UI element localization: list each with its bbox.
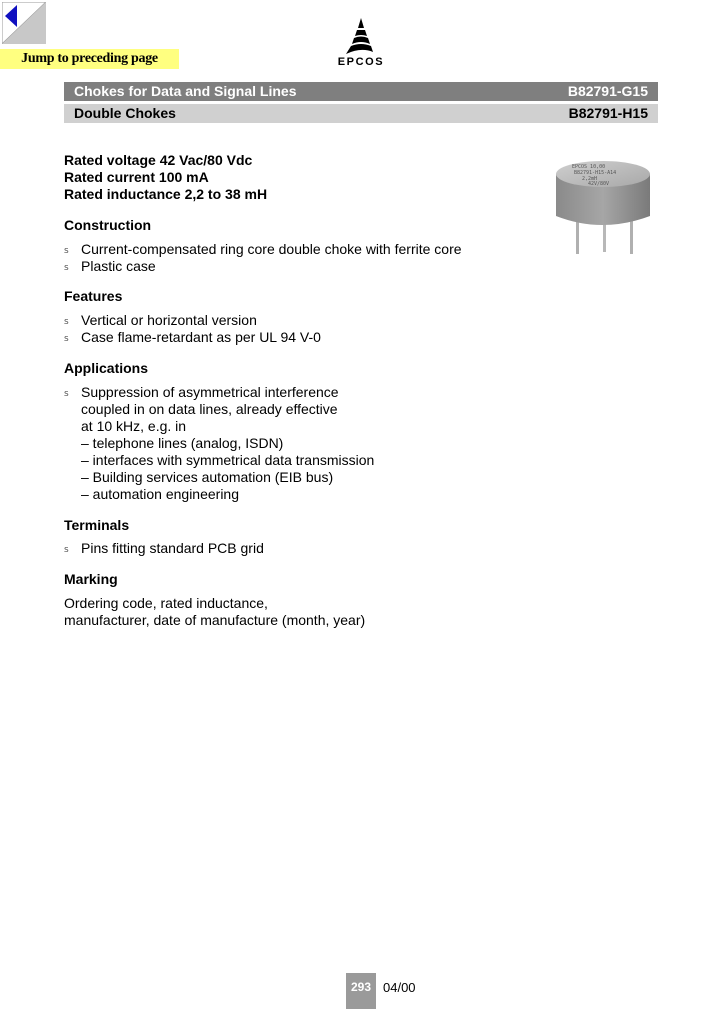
epcos-logo-text: EPCOS: [337, 56, 385, 68]
header-title-primary: Chokes for Data and Signal Lines: [74, 83, 297, 99]
product-label-line: 2,2mH: [582, 176, 598, 182]
header-code-primary: B82791-G15: [567, 83, 648, 99]
product-label-line: EPCOS 10,00: [572, 164, 606, 170]
applications-heading: Applications: [64, 360, 149, 376]
marking-text-line: manufacturer, date of manufacture (month, year): [64, 612, 366, 628]
marking-heading: Marking: [64, 571, 118, 587]
marking-text-line: Ordering code, rated inductance,: [64, 595, 268, 611]
bullet-icon: s: [64, 263, 69, 273]
jump-to-preceding-page-link[interactable]: Jump to preceding page: [0, 49, 179, 69]
page-number: 293: [346, 973, 376, 1009]
construction-heading: Construction: [64, 217, 152, 233]
bullet-icon: s: [64, 545, 69, 555]
terminals-heading: Terminals: [64, 517, 130, 533]
header-bar-secondary: [64, 104, 658, 123]
choke-product-image: [552, 154, 654, 258]
header-bar-primary: [64, 82, 658, 101]
bullet-icon: s: [64, 334, 69, 344]
product-label-line: B82791-H15-A14: [574, 170, 617, 176]
rated-inductance: Rated inductance 2,2 to 38 mH: [64, 186, 268, 202]
rated-voltage: Rated voltage 42 Vac/80 Vdc: [64, 152, 253, 168]
features-heading: Features: [64, 288, 123, 304]
rated-current: Rated current 100 mA: [64, 169, 209, 185]
bullet-icon: s: [64, 317, 69, 327]
header-title-secondary: Double Chokes: [74, 105, 176, 121]
product-label-line: 42V/80V: [588, 181, 610, 187]
edition-date: 04/00: [383, 980, 416, 995]
bullet-icon: s: [64, 246, 69, 256]
header-code-secondary: B82791-H15: [568, 105, 648, 121]
bullet-icon: s: [64, 389, 69, 399]
previous-page-arrow-icon[interactable]: [2, 2, 46, 44]
